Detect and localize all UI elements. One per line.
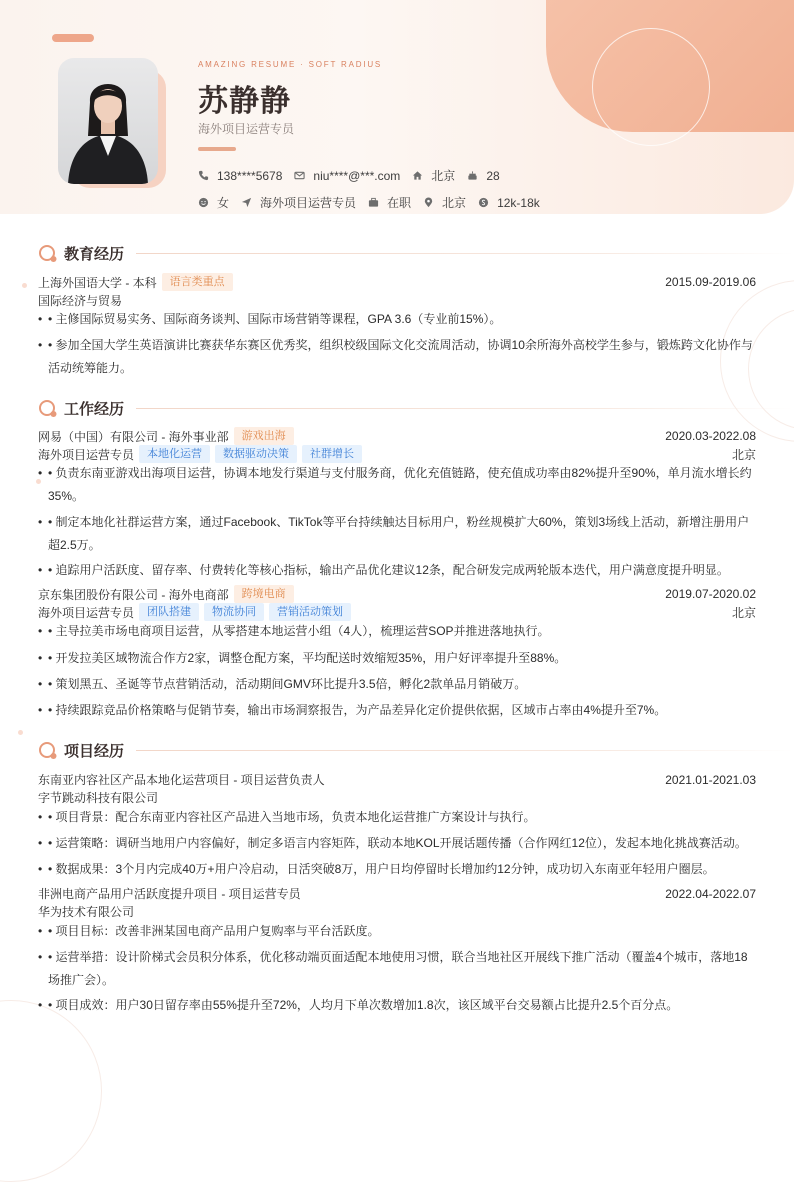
list-item: • • 参加全国大学生英语演讲比赛获华东赛区优秀奖，组织校级国际文化交流周活动，协调10余所海外高校学生参与，锻炼跨文化协作与活动统筹能力。 <box>38 334 756 380</box>
section-title-education: 教育经历 <box>64 246 125 263</box>
work-period: 2019.07-2020.02 <box>665 587 756 601</box>
list-item: • • 运营策略：调研当地用户内容偏好，制定多语言内容矩阵，联动本地KOL开展话题传播（合作网红12位），发起本地化挑战赛活动。 <box>38 832 756 855</box>
list-item: • • 运营举措：设计阶梯式会员积分体系，优化移动端页面适配本地使用习惯，联合当地社区开展线下推广活动（覆盖4个城市，落地18场推广会）。 <box>38 946 756 992</box>
work-city: 北京 <box>731 605 756 620</box>
project-title: 非洲电商产品用户活跃度提升项目 - 项目运营专员 <box>38 887 301 901</box>
search-ring-icon <box>38 399 58 419</box>
contact-desired-city-text: 北京 <box>442 196 467 210</box>
project-1-header <box>38 885 756 902</box>
section-title-projects: 项目经历 <box>64 743 125 760</box>
education-tag: 语言类重点 <box>162 273 233 291</box>
resume-kicker: AMAZING RESUME · SOFT RADIUS <box>198 60 383 69</box>
location-pin-icon <box>423 197 434 208</box>
work-skill-tag: 团队搭建 <box>139 603 199 621</box>
contact-gender <box>198 194 229 211</box>
work-period: 2020.03-2022.08 <box>665 429 756 443</box>
section-divider <box>136 750 794 751</box>
list-item: • • 项目背景：配合东南亚内容社区产品进入当地市场，负责本地化运营推广方案设计与执行。 <box>38 806 756 829</box>
list-item: • • 持续跟踪竞品价格策略与促销节奏，输出市场洞察报告，为产品差异化定价提供依据，区域市占率由4%提升至7%。 <box>38 699 756 722</box>
contact-phone <box>198 169 282 183</box>
work-city: 北京 <box>731 447 756 462</box>
contact-salary <box>478 196 540 210</box>
project-title: 东南亚内容社区产品本地化运营项目 - 项目运营负责人 <box>38 773 325 787</box>
contact-row-secondary <box>198 194 552 211</box>
work-0-role-line <box>38 445 756 463</box>
list-item: • • 项目成效：用户30日留存率由55%提升至72%，人均月下单次数增加1.8次，该区域平台交易额占比提升2.5个百分点。 <box>38 994 756 1017</box>
list-item: • • 策划黑五、圣诞等节点营销活动，活动期间GMV环比提升3.5倍，孵化2款单品月销破万。 <box>38 673 756 696</box>
work-company: 京东集团股份有限公司 - 海外电商部 <box>38 587 229 602</box>
list-item: • • 制定本地化社群运营方案，通过Facebook、TikTok等平台持续触达目标用户，粉丝规模扩大60%，策划3场线上活动，新增注册用户超2.5万。 <box>38 511 756 557</box>
education-major-line <box>38 292 756 309</box>
contact-status <box>368 194 411 211</box>
work-skill-tag: 社群增长 <box>302 445 362 463</box>
section-divider <box>136 253 794 254</box>
bullet-text: • 策划黑五、圣诞等节点营销活动，活动期间GMV环比提升3.5倍，孵化2款单品月销破万。 <box>48 677 527 691</box>
section-divider <box>136 408 794 409</box>
list-item: • • 项目目标：改善非洲某国电商产品用户复购率与平台活跃度。 <box>38 920 756 943</box>
decor-ring-left <box>0 1000 102 1182</box>
list-item: • • 主修国际贸易实务、国际商务谈判、国际市场营销等课程，GPA 3.6（专业前15%）。 <box>38 308 756 331</box>
work-role: 海外项目运营专员 <box>38 605 135 620</box>
bullet-text: • 负责东南亚游戏出海项目运营，协调本地发行渠道与支付服务商，优化充值链路，使充值成功率由82%提升至90%，单月流水增长约35%。 <box>48 466 752 503</box>
education-major: 国际经济与贸易 <box>38 294 123 308</box>
bullet-text: • 参加全国大学生英语演讲比赛获华东赛区优秀奖，组织校级国际文化交流周活动，协调10余所海外高校学生参与，锻炼跨文化协作与活动统筹能力。 <box>48 338 753 375</box>
contact-gender-text: 女 <box>217 196 230 210</box>
education-header <box>38 273 756 291</box>
work-skill-tag: 本地化运营 <box>139 445 210 463</box>
project-0-org-line <box>38 789 756 806</box>
avatar <box>58 58 158 184</box>
project-period: 2022.04-2022.07 <box>665 886 756 901</box>
name-underline <box>198 147 236 151</box>
section-heading-projects <box>38 740 794 761</box>
work-role: 海外项目运营专员 <box>38 447 135 462</box>
bullet-text: • 项目目标：改善非洲某国电商产品用户复购率与平台活跃度。 <box>48 924 380 938</box>
bullet-text: • 主导拉美市场电商项目运营，从零搭建本地运营小组（4人），梳理运营SOP并推进落地执行。 <box>48 624 550 638</box>
contact-phone-text: 138****5678 <box>217 168 283 183</box>
contact-target-role <box>241 194 356 211</box>
education-period: 2015.09-2019.06 <box>665 275 756 289</box>
decor-pill <box>52 34 94 42</box>
bullet-text: • 运营策略：调研当地用户内容偏好，制定多语言内容矩阵，联动本地KOL开展话题传播（合作网红12位），发起本地化挑战赛活动。 <box>48 836 747 850</box>
bullet-text: • 制定本地化社群运营方案，通过Facebook、TikTok等平台持续触达目标用户，粉丝规模扩大60%，策划3场线上活动，新增注册用户超2.5万。 <box>48 515 750 552</box>
list-item: • • 追踪用户活跃度、留存率、付费转化等核心指标，输出产品优化建议12条，配合研发完成两轮版本迭代，用户满意度提升明显。 <box>38 559 756 582</box>
work-1-header <box>38 585 756 603</box>
phone-icon <box>198 170 209 181</box>
bullet-text: • 追踪用户活跃度、留存率、付费转化等核心指标，输出产品优化建议12条，配合研发完成两轮版本迭代，用户满意度提升明显。 <box>48 563 729 577</box>
work-skill-tag: 数据驱动决策 <box>215 445 297 463</box>
bullet-text: • 项目背景：配合东南亚内容社区产品进入当地市场，负责本地化运营推广方案设计与执行。 <box>48 810 536 824</box>
work-company-tag: 跨境电商 <box>234 585 294 603</box>
contact-email-text: niu****@***.com <box>313 168 401 183</box>
decor-dot <box>22 283 27 288</box>
bullet-text: • 运营举措：设计阶梯式会员积分体系，优化移动端页面适配本地使用习惯，联合当地社区开展线下推广活动（覆盖4个城市，落地18场推广会）。 <box>48 950 748 987</box>
smile-icon <box>198 197 209 208</box>
send-icon <box>241 197 252 208</box>
section-heading-work <box>38 398 794 419</box>
project-1-org-line <box>38 903 756 920</box>
work-0-header <box>38 427 756 445</box>
project-org: 字节跳动科技有限公司 <box>38 791 159 805</box>
contact-city-text: 北京 <box>431 169 456 183</box>
contact-salary-text: 12k-18k <box>497 195 540 210</box>
list-item: • • 数据成果：3个月内完成40万+用户冷启动，日活突破8万，用户日均停留时长增加约12分钟，成功切入东南亚年轻用户圈层。 <box>38 858 756 881</box>
contact-age-text: 28 <box>486 168 500 183</box>
avatar-portrait <box>58 58 158 184</box>
bullet-text: • 开发拉美区域物流合作方2家，调整仓配方案，平均配送时效缩短35%，用户好评率提升至88%。 <box>48 651 567 665</box>
contact-age <box>467 169 499 183</box>
home-icon <box>412 170 423 181</box>
bullet-text: • 数据成果：3个月内完成40万+用户冷启动，日活突破8万，用户日均停留时长增加约12分钟，成功切入东南亚年轻用户圈层。 <box>48 862 715 876</box>
money-icon <box>478 197 489 208</box>
bullet-text: • 主修国际贸易实务、国际商务谈判、国际市场营销等课程，GPA 3.6（专业前15%）。 <box>48 312 502 326</box>
list-item: • • 负责东南亚游戏出海项目运营，协调本地发行渠道与支付服务商，优化充值链路，使充值成功率由82%提升至90%，单月流水增长约35%。 <box>38 462 756 508</box>
work-skill-tag: 营销活动策划 <box>269 603 351 621</box>
header-decor-ring <box>592 28 710 146</box>
section-heading-education <box>38 243 794 264</box>
work-1-role-line <box>38 603 756 621</box>
project-0-header <box>38 771 756 788</box>
bullet-text: • 项目成效：用户30日留存率由55%提升至72%，人均月下单次数增加1.8次，该区域平台交易额占比提升2.5个百分点。 <box>48 998 679 1012</box>
search-ring-icon <box>38 741 58 761</box>
project-period: 2021.01-2021.03 <box>665 772 756 787</box>
contact-email <box>294 169 400 183</box>
education-school: 上海外国语大学 - 本科 <box>38 275 157 290</box>
work-company-tag: 游戏出海 <box>234 427 294 445</box>
contact-desired-city <box>423 194 466 211</box>
contact-city <box>412 167 455 184</box>
candidate-name: 苏静静 <box>198 85 291 118</box>
candidate-title: 海外项目运营专员 <box>198 122 295 136</box>
work-skill-tag: 物流协同 <box>204 603 264 621</box>
contact-row-primary <box>198 167 512 184</box>
briefcase-icon <box>368 197 379 208</box>
mail-icon <box>294 170 305 181</box>
bullet-text: • 持续跟踪竞品价格策略与促销节奏，输出市场洞察报告，为产品差异化定价提供依据，区域市占率由4%提升至7%。 <box>48 703 667 717</box>
contact-target-role-text: 海外项目运营专员 <box>260 196 357 210</box>
list-item: • • 开发拉美区域物流合作方2家，调整仓配方案，平均配送时效缩短35%，用户好评率提升至88%。 <box>38 647 756 670</box>
list-item: • • 主导拉美市场电商项目运营，从零搭建本地运营小组（4人），梳理运营SOP并推进落地执行。 <box>38 620 756 643</box>
search-ring-icon <box>38 244 58 264</box>
project-org: 华为技术有限公司 <box>38 905 135 919</box>
decor-dot <box>18 730 23 735</box>
cake-icon <box>467 170 478 181</box>
work-company: 网易（中国）有限公司 - 海外事业部 <box>38 429 229 444</box>
contact-status-text: 在职 <box>387 196 412 210</box>
section-title-work: 工作经历 <box>64 401 125 418</box>
